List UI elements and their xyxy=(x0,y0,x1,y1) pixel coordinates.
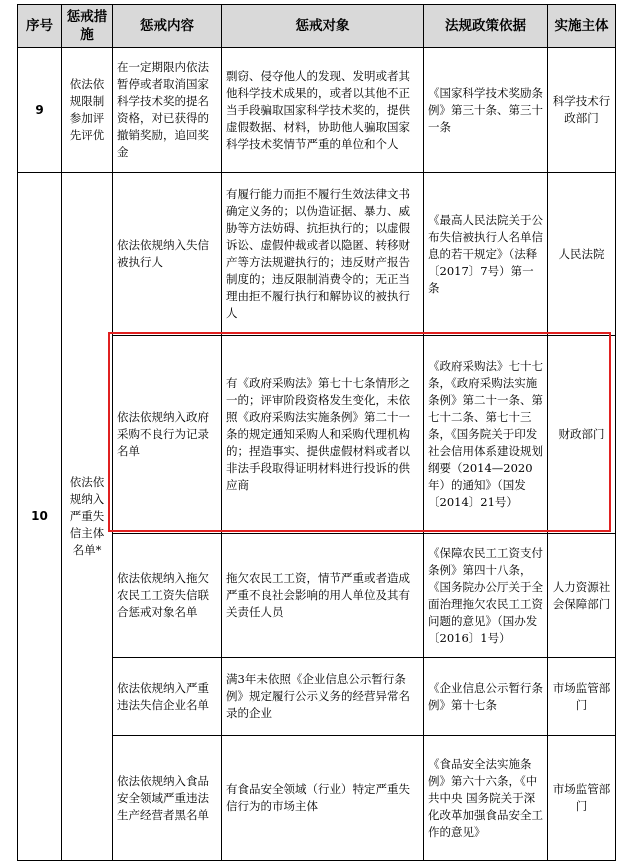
header-no: 序号 xyxy=(18,5,62,48)
table-row xyxy=(18,48,616,173)
content-cell: 依法依规纳入食品安全领域严重违法生产经营者黑名单 xyxy=(113,736,222,861)
content-cell: 依法依规纳入政府采购不良行为记录名单 xyxy=(113,336,222,534)
target-cell: 剽窃、侵夺他人的发现、发明或者其他科学技术成果的，或者以其他不正当手段骗取国家科学技术奖的，提供虚假数据、材料，协助他人骗取国家科学技术奖情节严重的单位和个人 xyxy=(222,48,424,173)
basis-cell: 《企业信息公示暂行条例》第十七条 xyxy=(424,658,548,736)
measure-cell: 依法依规限制参加评先评优 xyxy=(62,48,113,173)
header-row xyxy=(18,5,616,48)
basis-cell: 《食品安全法实施条例》第六十六条，《中共中央 国务院关于深化改革加强食品安全工作的意见》 xyxy=(424,736,548,861)
header-measure: 惩戒措施 xyxy=(62,5,113,48)
table-row xyxy=(18,173,616,336)
target-cell: 有食品安全领域（行业）特定严重失信行为的市场主体 xyxy=(222,736,424,861)
agency-cell: 市场监管部门 xyxy=(548,658,616,736)
header-target: 惩戒对象 xyxy=(222,5,424,48)
target-cell: 满3年未依照《企业信息公示暂行条例》规定履行公示义务的经营异常名录的企业 xyxy=(222,658,424,736)
basis-cell: 《最高人民法院关于公布失信被执行人名单信息的若干规定》（法释〔2017〕7号）第一条 xyxy=(424,173,548,336)
agency-cell: 市场监管部门 xyxy=(548,736,616,861)
row-number: 9 xyxy=(18,48,62,173)
row-number: 10 xyxy=(18,173,62,861)
penalty-table xyxy=(17,4,616,861)
content-cell: 在一定期限内依法暂停或者取消国家科学技术奖的提名资格，对已获得的撤销奖励，追回奖金 xyxy=(113,48,222,173)
basis-cell: 《保障农民工工资支付条例》第四十八条，《国务院办公厅关于全面治理拖欠农民工工资问题的意见》（国办发〔2016〕1号） xyxy=(424,534,548,658)
content-cell: 依法依规纳入严重违法失信企业名单 xyxy=(113,658,222,736)
agency-cell: 人民法院 xyxy=(548,173,616,336)
content-cell: 依法依规纳入拖欠农民工工资失信联合惩戒对象名单 xyxy=(113,534,222,658)
agency-cell: 人力资源社会保障部门 xyxy=(548,534,616,658)
header-agency: 实施主体 xyxy=(548,5,616,48)
agency-cell: 科学技术行政部门 xyxy=(548,48,616,173)
target-cell: 有《政府采购法》第七十七条情形之一的；评审阶段资格发生变化，未依照《政府采购法实施条例》第二十一条的规定通知采购人和采购代理机构的；捏造事实、提供虚假材料或者以非法手段取得证明材料进行投诉的供应商 xyxy=(222,336,424,534)
content-cell: 依法依规纳入失信被执行人 xyxy=(113,173,222,336)
basis-cell: 《国家科学技术奖励条例》第三十条、第三十一条 xyxy=(424,48,548,173)
measure-cell: 依法依规纳入严重失信主体名单* xyxy=(62,173,113,861)
target-cell: 有履行能力而拒不履行生效法律文书确定义务的；以伪造证据、暴力、威胁等方法妨碍、抗拒执行的；以虚假诉讼、虚假仲裁或者以隐匿、转移财产等方法规避执行的；违反财产报告制度的；违反限制消费令的；无正当理由拒不履行执行和解协议的被执行人 xyxy=(222,173,424,336)
basis-cell: 《政府采购法》七十七条，《政府采购法实施条例》第二十一条、第七十二条、第七十三条，《国务院关于印发社会信用体系建设规划纲要（2014—2020年）的通知》（国发〔2014〕21号） xyxy=(424,336,548,534)
header-content: 惩戒内容 xyxy=(113,5,222,48)
header-basis: 法规政策依据 xyxy=(424,5,548,48)
agency-cell: 财政部门 xyxy=(548,336,616,534)
target-cell: 拖欠农民工工资，情节严重或者造成严重不良社会影响的用人单位及其有关责任人员 xyxy=(222,534,424,658)
